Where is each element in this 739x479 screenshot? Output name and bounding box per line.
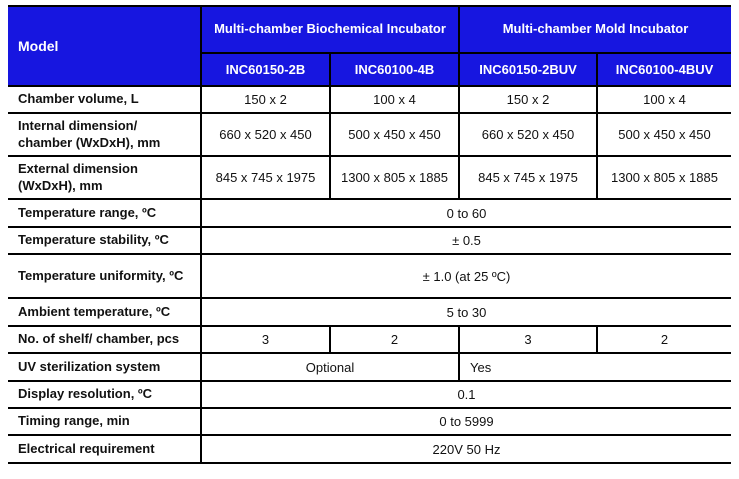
- row-label-text: Chamber volume, L: [18, 91, 139, 107]
- cell-value: 500 x 450 x 450: [330, 113, 459, 156]
- row-label-electrical-requirement: [8, 435, 201, 463]
- row-temperature-range: [8, 199, 731, 227]
- group-header-mold: Multi-chamber Mold Incubator: [459, 6, 731, 53]
- cell-value-merged: 0 to 60: [201, 199, 731, 227]
- cell-value-merged: 220V 50 Hz: [201, 435, 731, 463]
- row-label-internal-dimension: [8, 113, 201, 156]
- cell-value-uv-mold: Yes: [459, 353, 731, 381]
- cell-value: 845 x 745 x 1975: [201, 156, 330, 199]
- row-label-external-dimension: [8, 156, 201, 199]
- row-label-text: Electrical requirement: [18, 440, 155, 456]
- cell-value-merged: ± 1.0 (at 25 ºC): [201, 254, 731, 298]
- row-label-text: Ambient temperature, ºC: [18, 303, 171, 319]
- row-timing-range: [8, 408, 731, 435]
- row-label-text: External dimension (WxDxH), mm: [18, 160, 138, 193]
- model-name-inc60100-4buv: INC60100-4BUV: [597, 53, 731, 86]
- cell-value: 100 x 4: [597, 86, 731, 113]
- model-name-inc60100-4b: INC60100-4B: [330, 53, 459, 86]
- row-chamber-volume: [8, 86, 731, 113]
- cell-value: 660 x 520 x 450: [201, 113, 330, 156]
- cell-value: 100 x 4: [330, 86, 459, 113]
- row-label-text: Temperature uniformity, ºC: [18, 267, 184, 283]
- cell-value-uv-biochemical: Optional: [201, 353, 459, 381]
- cell-value: 1300 x 805 x 1885: [597, 156, 731, 199]
- row-external-dimension: [8, 156, 731, 199]
- cell-value: 3: [459, 326, 597, 353]
- model-header-cell: Model: [8, 6, 201, 86]
- cell-value-merged: 0.1: [201, 381, 731, 408]
- row-label-chamber-volume: [8, 86, 201, 113]
- model-name-inc60150-2b: INC60150-2B: [201, 53, 330, 86]
- cell-value: 2: [330, 326, 459, 353]
- row-display-resolution: [8, 381, 731, 408]
- row-label-display-resolution: [8, 381, 201, 408]
- row-label-timing-range: [8, 408, 201, 435]
- cell-value: 660 x 520 x 450: [459, 113, 597, 156]
- cell-value: 3: [201, 326, 330, 353]
- row-label-uv-sterilization: [8, 353, 201, 381]
- cell-value-merged: 5 to 30: [201, 298, 731, 326]
- row-ambient-temperature: [8, 298, 731, 326]
- row-label-shelves: [8, 326, 201, 353]
- group-header-row: [8, 6, 731, 53]
- row-internal-dimension: [8, 113, 731, 156]
- cell-value: 1300 x 805 x 1885: [330, 156, 459, 199]
- cell-value: 845 x 745 x 1975: [459, 156, 597, 199]
- cell-value: 150 x 2: [459, 86, 597, 113]
- cell-value: 500 x 450 x 450: [597, 113, 731, 156]
- row-label-ambient-temperature: [8, 298, 201, 326]
- incubator-spec-table: [8, 5, 731, 464]
- row-label-temperature-range: [8, 199, 201, 227]
- cell-value: 2: [597, 326, 731, 353]
- row-uv-sterilization: [8, 353, 731, 381]
- row-label-text: UV sterilization system: [18, 358, 161, 374]
- group-header-biochemical: Multi-chamber Biochemical Incubator: [201, 6, 459, 53]
- row-label-text: Temperature stability, ºC: [18, 232, 169, 248]
- row-label-temperature-stability: [8, 227, 201, 254]
- cell-value-merged: 0 to 5999: [201, 408, 731, 435]
- row-label-text: Temperature range, ºC: [18, 204, 157, 220]
- cell-value-merged: ± 0.5: [201, 227, 731, 254]
- row-label-text: No. of shelf/ chamber, pcs: [18, 331, 180, 347]
- row-electrical-requirement: [8, 435, 731, 463]
- row-label-temperature-uniformity: [8, 254, 201, 298]
- row-temperature-stability: [8, 227, 731, 254]
- row-temperature-uniformity: [8, 254, 731, 298]
- cell-value: 150 x 2: [201, 86, 330, 113]
- model-name-inc60150-2buv: INC60150-2BUV: [459, 53, 597, 86]
- row-label-text: Display resolution, ºC: [18, 386, 153, 402]
- row-label-text: Timing range, min: [18, 413, 130, 429]
- row-shelves: [8, 326, 731, 353]
- row-label-text: Internal dimension/ chamber (WxDxH), mm: [18, 117, 161, 150]
